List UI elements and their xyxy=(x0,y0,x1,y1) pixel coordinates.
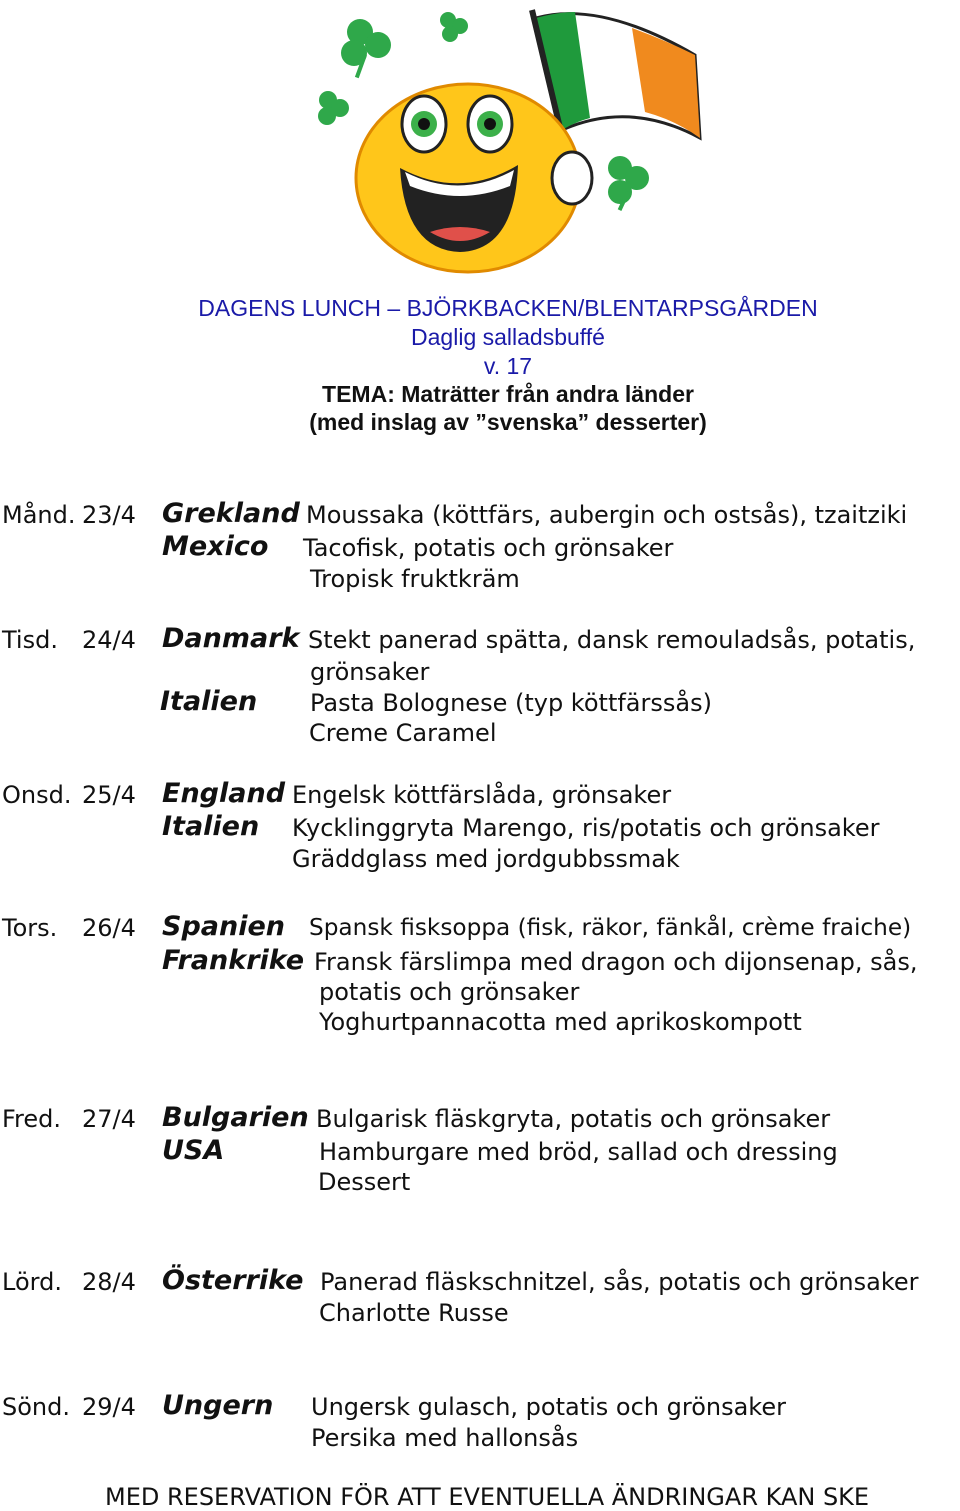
page-title: DAGENS LUNCH – BJÖRKBACKEN/BLENTARPSGÅRDEN xyxy=(198,295,818,321)
dish-text: Ungersk gulasch, potatis och grönsaker xyxy=(311,1393,786,1421)
dessert-text: Yoghurtpannacotta med aprikoskompott xyxy=(319,1008,802,1036)
country-label: USA xyxy=(162,1135,225,1166)
dish-text-continued: grönsaker xyxy=(310,658,430,686)
theme-note: (med inslag av ”svenska” desserter) xyxy=(309,409,707,435)
day-label: Lörd. xyxy=(2,1268,62,1296)
dessert-text: Tropisk fruktkräm xyxy=(310,565,520,593)
dish-text: Spansk fisksoppa (fisk, räkor, fänkål, crème fraiche) xyxy=(309,914,912,941)
page-subtitle: Daglig salladsbuffé xyxy=(411,324,605,350)
dish-text: Hamburgare med bröd, sallad och dressing xyxy=(319,1138,838,1166)
hand-icon xyxy=(552,152,592,204)
dish-text: Kycklinggryta Marengo, ris/potatis och grönsaker xyxy=(292,814,880,842)
country-label: Mexico xyxy=(162,531,269,562)
dessert-text: Dessert xyxy=(318,1168,411,1196)
date-label: 26/4 xyxy=(82,914,136,942)
dish-text: Pasta Bolognese (typ köttfärssås) xyxy=(310,689,712,717)
shamrock-icon xyxy=(440,12,468,42)
country-label: Grekland xyxy=(162,498,300,529)
country-label: Italien xyxy=(162,811,260,842)
shamrock-icon xyxy=(318,91,349,125)
day-label: Onsd. xyxy=(2,781,72,809)
date-label: 24/4 xyxy=(82,626,136,654)
dish-text: Bulgarisk fläskgryta, potatis och grönsaker xyxy=(316,1105,831,1133)
dish-text: Engelsk köttfärslåda, grönsaker xyxy=(292,781,672,809)
dessert-text: Charlotte Russe xyxy=(319,1299,509,1327)
dish-text: Panerad fläskschnitzel, sås, potatis och grönsaker xyxy=(320,1268,919,1296)
day-label: Månd. xyxy=(2,501,76,529)
country-label: Danmark xyxy=(162,623,300,654)
shamrock-icon xyxy=(608,156,649,211)
week-label: v. 17 xyxy=(483,353,533,379)
country-label: Ungern xyxy=(162,1390,274,1421)
day-label: Tisd. xyxy=(2,626,58,654)
date-label: 25/4 xyxy=(82,781,136,809)
day-label: Fred. xyxy=(2,1105,62,1133)
date-label: 27/4 xyxy=(82,1105,136,1133)
smiley-with-irish-flag-illustration xyxy=(300,0,720,280)
date-label: 23/4 xyxy=(82,501,136,529)
country-label: Bulgarien xyxy=(162,1102,309,1133)
dish-text-continued: potatis och grönsaker xyxy=(319,978,580,1006)
dish-text: Stekt panerad spätta, dansk remouladsås, potatis, xyxy=(308,626,916,654)
dessert-text: Persika med hallonsås xyxy=(311,1424,579,1452)
dish-text: Tacofisk, potatis och grönsaker xyxy=(303,534,674,562)
dish-text: Moussaka (köttfärs, aubergin och ostsås), tzaitziki xyxy=(306,501,908,529)
day-label: Sönd. xyxy=(2,1393,70,1421)
shamrock-icon xyxy=(341,19,391,78)
smiley-face-icon xyxy=(356,84,580,272)
dish-text: Fransk färslimpa med dragon och dijonsenap, sås, xyxy=(314,948,918,976)
date-label: 29/4 xyxy=(82,1393,136,1421)
date-label: 28/4 xyxy=(82,1268,136,1296)
dessert-text: Creme Caramel xyxy=(309,719,497,747)
country-label: Österrike xyxy=(162,1265,304,1296)
country-label: Spanien xyxy=(162,911,286,942)
theme-title: TEMA: Maträtter från andra länder xyxy=(322,381,694,407)
country-label: Frankrike xyxy=(162,945,305,976)
dessert-text: Gräddglass med jordgubbssmak xyxy=(292,845,680,873)
reservation-notice: MED RESERVATION FÖR ATT EVENTUELLA ÄNDRINGAR KAN SKE xyxy=(105,1483,870,1511)
country-label: England xyxy=(162,778,286,809)
day-label: Tors. xyxy=(2,914,58,942)
country-label: Italien xyxy=(160,686,258,717)
